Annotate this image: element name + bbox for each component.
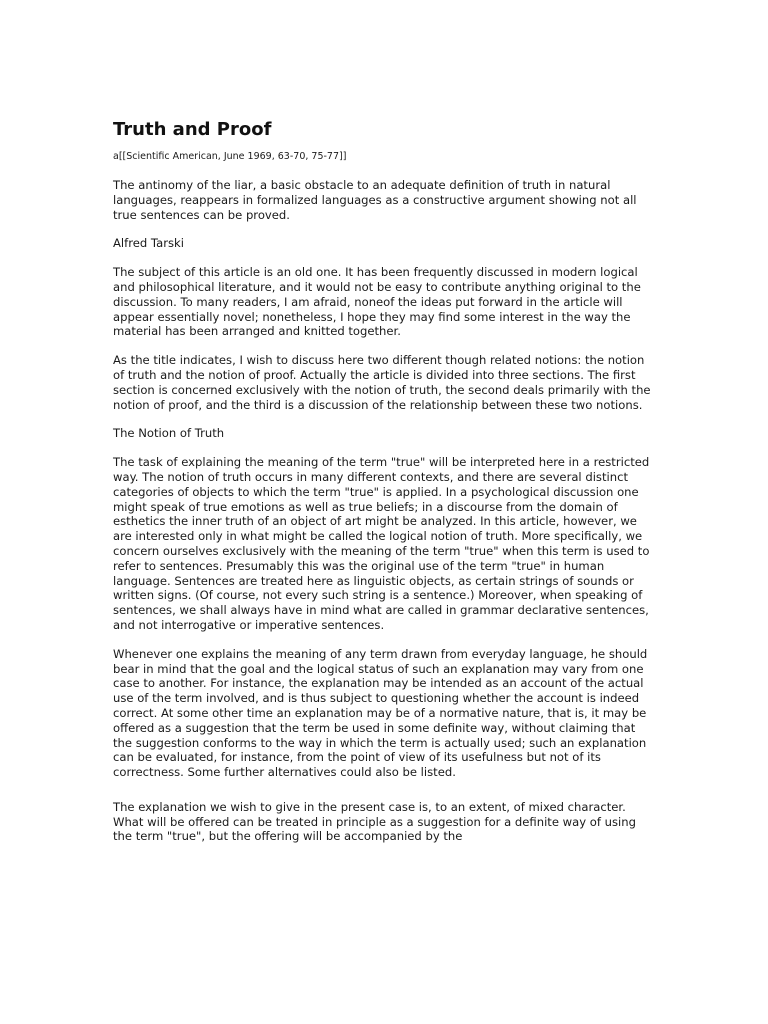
- section-paragraph: The task of explaining the meaning of the term "true" will be interpreted here in a restricted way. The notion of truth occurs in many different contexts, and there are several distinct categories of objects to which the term "true" is applied. In a psychological discussion one might speak of true emotions as well as true beliefs; in a discourse from the domain of esthetics the inner truth of an object of art might be analyzed. In this article, however, we are interested only in what might be called the logical notion of truth. More specifically, we concern ourselves exclusively with the meaning of the term "true" when this term is used to refer to sentences. Presumably this was the original use of the term "true" in human language. Sentences are treated here as linguistic objects, as certain strings of sounds or written signs. (Of course, not every such string is a sentence.) Moreover, when speaking of sentences, we shall always have in mind what are called in grammar declarative sentences, and not interrogative or imperative sentences.: [113, 455, 650, 632]
- citation: a[[Scientific American, June 1969, 63-70, 75-77]]: [113, 151, 347, 162]
- document-page: [113, 118, 653, 858]
- document-title: Truth and Proof: [113, 119, 272, 140]
- author-name: Alfred Tarski: [113, 236, 184, 251]
- body-paragraph: The subject of this article is an old one. It has been frequently discussed in modern logical and philosophical literature, and it would not be easy to contribute anything original to the discussion. To many readers, I am afraid, noneof the ideas put forward in the article will appear essentially novel; nonetheless, I hope they may find some interest in the way the material has been arranged and knitted together.: [113, 265, 641, 339]
- body-paragraph: As the title indicates, I wish to discuss here two different though related notions: the notion of truth and the notion of proof. Actually the article is divided into three sections. The first section is concerned exclusively with the notion of truth, the second deals primarily with the notion of proof, and the third is a discussion of the relationship between these two notions.: [113, 353, 651, 412]
- section-paragraph: Whenever one explains the meaning of any term drawn from everyday language, he should bear in mind that the goal and the logical status of such an explanation may vary from one case to another. For instance, the explanation may be intended as an account of the actual use of the term involved, and is thus subject to questioning whether the account is indeed correct. At some other time an explanation may be of a normative nature, that is, it may be offered as a suggestion that the term be used in some definite way, without claiming that the suggestion conforms to the way in which the term is actually used; such an explanation can be evaluated, for instance, from the point of view of its usefulness but not of its correctness. Some further alternatives could also be listed.: [113, 646, 648, 780]
- section-paragraph: The explanation we wish to give in the present case is, to an extent, of mixed character. What will be offered can be treated in principle as a suggestion for a definite way of using the term "true", but the offering will be accompanied by the: [113, 799, 636, 844]
- abstract-paragraph: The antinomy of the liar, a basic obstacle to an adequate definition of truth in natural languages, reappears in formalized languages as a constructive argument showing not all true sentences can be proved.: [113, 178, 637, 222]
- section-heading: The Notion of Truth: [113, 426, 225, 441]
